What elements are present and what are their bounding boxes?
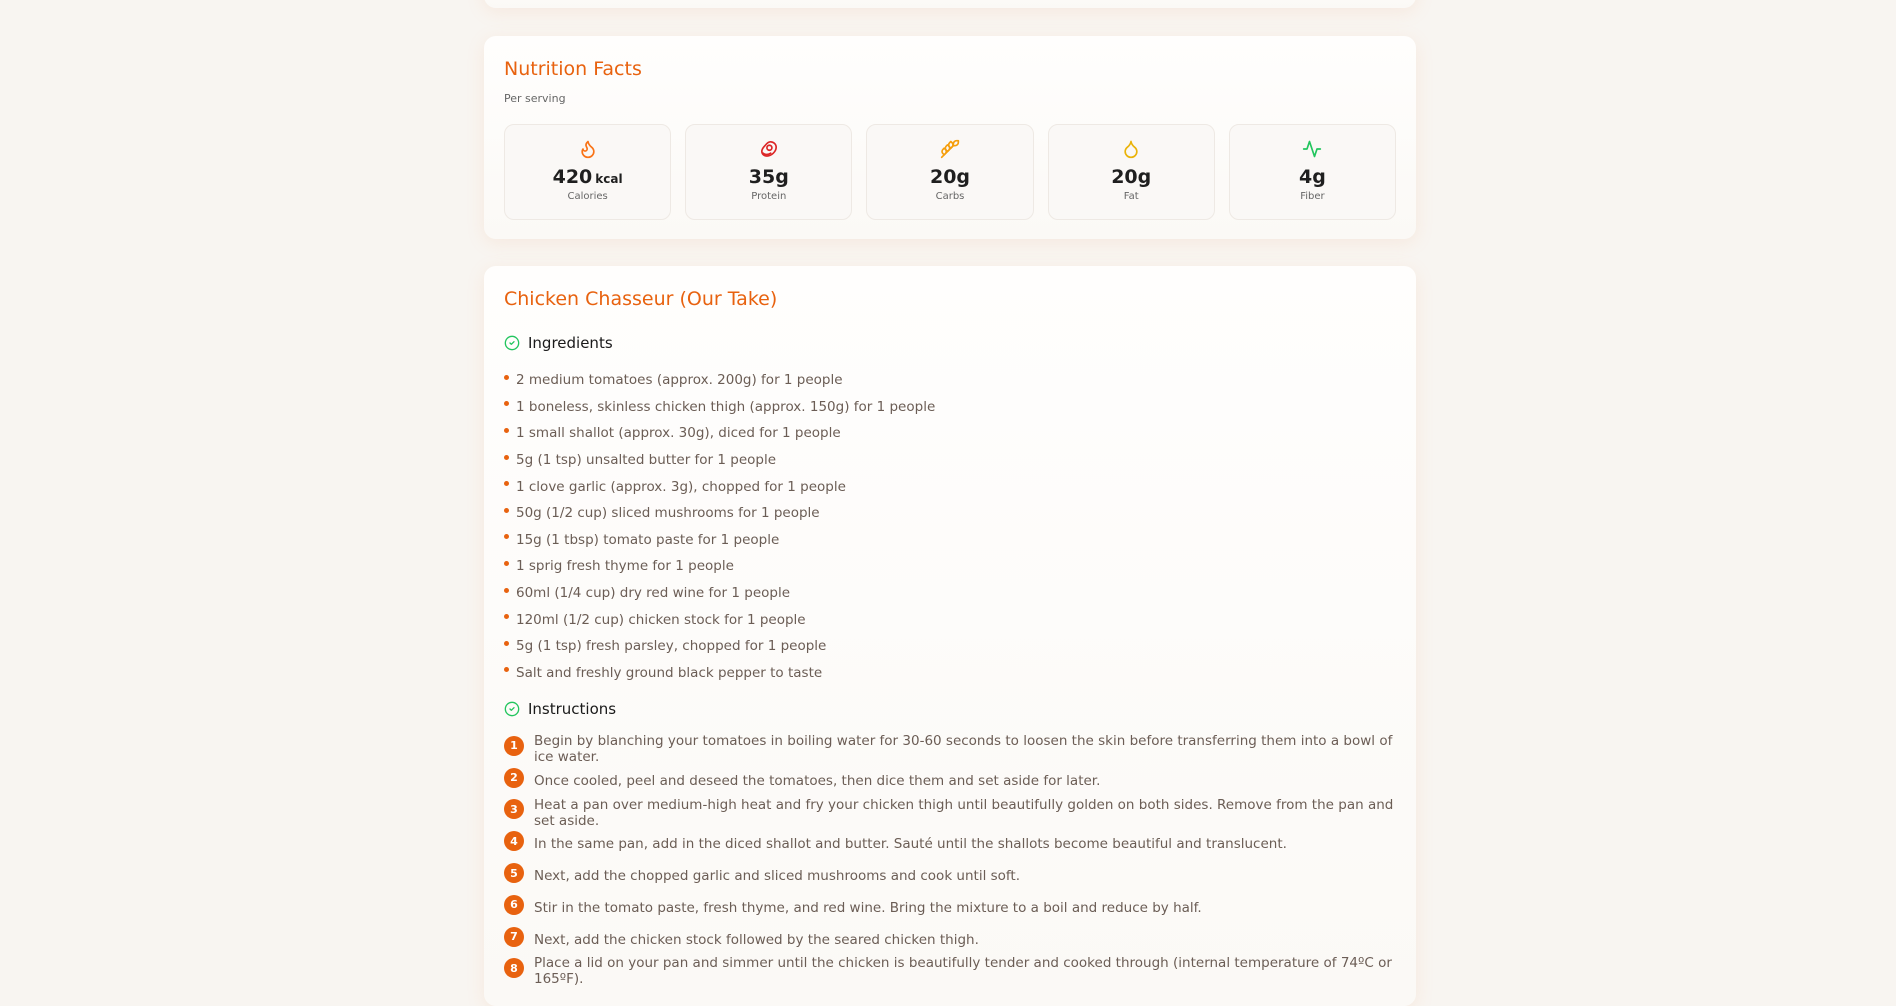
instructions-heading: [504, 700, 616, 718]
recipe-card: [484, 266, 1416, 1006]
ingredient-item: [504, 633, 935, 660]
ingredient-text: 15g (1 tbsp) tomato paste for 1 people: [516, 531, 780, 548]
ingredients-list: [504, 367, 935, 686]
bullet-icon: [504, 401, 509, 406]
instructions-heading-label: Instructions: [528, 700, 617, 718]
meat-icon: [759, 139, 779, 159]
instruction-step: [504, 828, 1416, 860]
instruction-step: [504, 860, 1416, 892]
instruction-text: Heat a pan over medium-high heat and fry your chicken thigh until beautifully golden on both sides. Remove from the pan and set aside.: [534, 796, 1394, 829]
stat-label: Protein: [751, 191, 787, 202]
nutrition-facts-card: [484, 36, 1416, 239]
stat-fiber: [1229, 124, 1396, 220]
ingredient-item: [504, 447, 935, 474]
step-number-badge: 4: [504, 831, 524, 851]
bullet-icon: [504, 508, 509, 513]
ingredient-text: 5g (1 tsp) unsalted butter for 1 people: [516, 452, 777, 469]
bullet-icon: [504, 481, 509, 486]
nutrition-subtitle: Per serving: [504, 92, 566, 105]
ingredient-item: [504, 367, 935, 394]
ingredient-text: 1 clove garlic (approx. 3g), chopped for 1 people: [516, 478, 846, 495]
step-number-badge: 8: [504, 958, 524, 978]
bullet-icon: [504, 614, 509, 619]
ingredient-text: 60ml (1/4 cup) dry red wine for 1 people: [516, 585, 791, 602]
bullet-icon: [504, 561, 509, 566]
step-number-badge: 2: [504, 768, 524, 788]
instruction-step: [504, 765, 1416, 797]
stat-label: Calories: [567, 191, 608, 202]
step-number-badge: 6: [504, 895, 524, 915]
ingredient-text: 1 boneless, skinless chicken thigh (approx. 150g) for 1 people: [516, 398, 936, 415]
droplet-icon: [1121, 139, 1141, 159]
stat-value: 420: [552, 166, 593, 188]
instruction-step: [504, 892, 1416, 924]
step-number-badge: 7: [504, 927, 524, 947]
stat-carbs: [866, 124, 1033, 220]
ingredient-text: 120ml (1/2 cup) chicken stock for 1 people: [516, 611, 806, 628]
instruction-text: Once cooled, peel and deseed the tomatoes, then dice them and set aside for later.: [534, 772, 1101, 789]
bullet-icon: [504, 428, 509, 433]
instruction-step: [504, 924, 1416, 956]
stat-unit: kcal: [595, 172, 623, 186]
bullet-icon: [504, 534, 509, 539]
wheat-icon: [940, 139, 960, 159]
ingredient-item: [504, 500, 935, 527]
instructions-list: [504, 733, 1416, 987]
check-circle-icon: [504, 701, 520, 717]
previous-card: [484, 0, 1416, 8]
ingredient-item: [504, 580, 935, 607]
stat-label: Fat: [1123, 191, 1139, 202]
instruction-text: Next, add the chopped garlic and sliced mushrooms and cook until soft.: [534, 868, 1021, 885]
ingredients-heading-label: Ingredients: [528, 334, 613, 352]
ingredient-item: [504, 394, 935, 421]
instruction-text: In the same pan, add in the diced shallot and butter. Sauté until the shallots become beautiful and translucent.: [534, 836, 1287, 853]
instruction-text: Next, add the chicken stock followed by the seared chicken thigh.: [534, 931, 979, 948]
stat-label: Fiber: [1300, 191, 1325, 202]
stat-value: 35g: [748, 166, 789, 188]
bullet-icon: [504, 455, 509, 460]
activity-icon: [1302, 139, 1322, 159]
bullet-icon: [504, 588, 509, 593]
instruction-text: Stir in the tomato paste, fresh thyme, and red wine. Bring the mixture to a boil and reduce by half.: [534, 899, 1202, 916]
bullet-icon: [504, 667, 509, 672]
recipe-title: Chicken Chasseur (Our Take): [504, 288, 778, 310]
stat-value: 4g: [1299, 166, 1326, 188]
ingredient-item: [504, 660, 935, 687]
stat-label: Carbs: [935, 191, 965, 202]
ingredient-text: 1 small shallot (approx. 30g), diced for 1 people: [516, 425, 841, 442]
ingredient-text: 2 medium tomatoes (approx. 200g) for 1 people: [516, 372, 843, 389]
bullet-icon: [504, 375, 509, 380]
instruction-text: Begin by blanching your tomatoes in boiling water for 30-60 seconds to loosen the skin before transferring them into a bowl of ice water.: [534, 732, 1393, 765]
flame-icon: [578, 139, 598, 159]
stat-fat: [1048, 124, 1215, 220]
step-number-badge: 1: [504, 736, 524, 756]
bullet-icon: [504, 641, 509, 646]
stat-value: 20g: [929, 166, 971, 188]
check-circle-icon: [504, 335, 520, 351]
nutrition-stats: [504, 124, 1396, 220]
ingredient-item: [504, 473, 935, 500]
ingredient-item: [504, 606, 935, 633]
instruction-step: [504, 956, 1416, 988]
ingredient-item: [504, 420, 935, 447]
stat-calories: [504, 124, 671, 220]
ingredients-heading: [504, 334, 613, 352]
ingredient-text: 50g (1/2 cup) sliced mushrooms for 1 people: [516, 505, 820, 522]
stat-value: 20g: [1111, 166, 1152, 188]
nutrition-title: Nutrition Facts: [504, 58, 642, 80]
ingredient-text: Salt and freshly ground black pepper to taste: [516, 664, 823, 681]
ingredient-text: 1 sprig fresh thyme for 1 people: [516, 558, 734, 575]
step-number-badge: 5: [504, 863, 524, 883]
ingredient-item: [504, 553, 935, 580]
ingredient-item: [504, 527, 935, 554]
ingredient-text: 5g (1 tsp) fresh parsley, chopped for 1 people: [516, 638, 827, 655]
stat-protein: [685, 124, 852, 220]
instruction-text: Place a lid on your pan and simmer until the chicken is beautifully tender and cooked through (internal temperature of 74ºC or 165ºF).: [534, 955, 1392, 988]
instruction-step: [504, 733, 1416, 765]
step-number-badge: 3: [504, 799, 524, 819]
instruction-step: [504, 797, 1416, 829]
